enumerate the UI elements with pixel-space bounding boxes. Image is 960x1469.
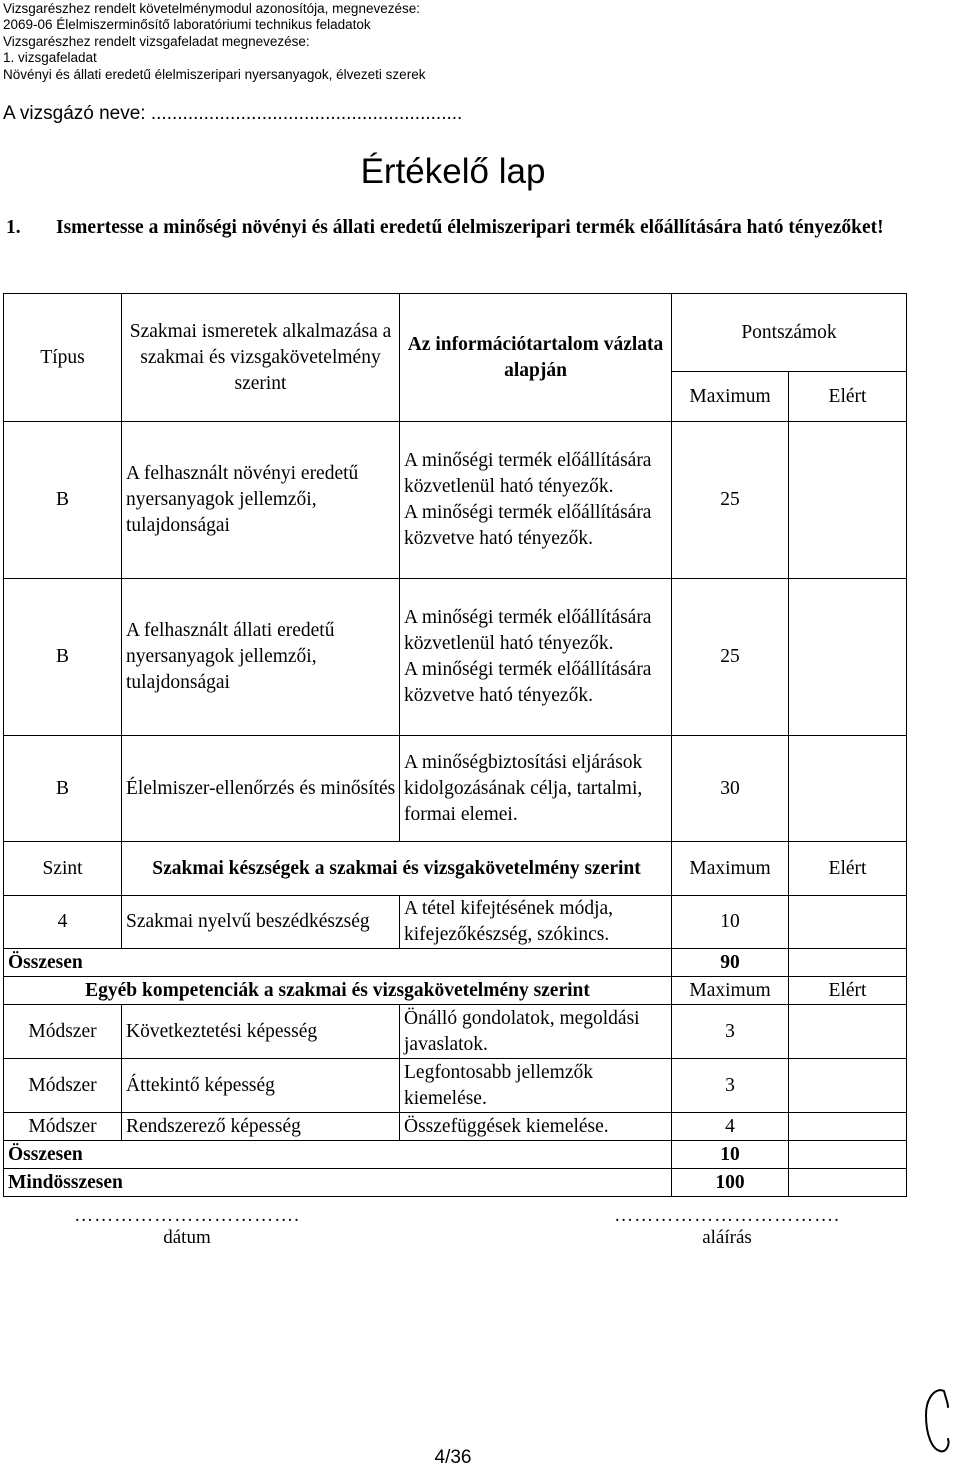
- row-outline: [400, 579, 672, 736]
- table-row: [4, 579, 907, 736]
- col-header-points: Pontszámok: [672, 294, 907, 372]
- table-row: [4, 1113, 907, 1141]
- row-max: 4: [672, 1113, 789, 1141]
- document-header: [3, 1, 425, 83]
- col-header-achieved: Elért: [789, 842, 907, 896]
- header-line: Növényi és állati eredetű élelmiszeripari nyersanyagok, élvezeti szerek: [3, 66, 426, 82]
- col-header-max: Maximum: [672, 842, 789, 896]
- row-max: 10: [672, 896, 789, 949]
- row-achieved[interactable]: [789, 422, 907, 579]
- row-achieved[interactable]: [789, 1113, 907, 1141]
- question-number: 1.: [6, 217, 21, 238]
- row-level: 4: [4, 896, 122, 949]
- row-outline: [400, 422, 672, 579]
- row-type: B: [4, 422, 122, 579]
- row-topic: Rendszerező képesség: [122, 1113, 400, 1141]
- row-achieved[interactable]: [789, 579, 907, 736]
- page-number: 4/36: [434, 1447, 472, 1468]
- grand-total-label: Mindösszesen: [4, 1169, 672, 1197]
- page-title: [0, 152, 906, 192]
- row-achieved[interactable]: [789, 896, 907, 949]
- col-header-achieved: Elért: [789, 372, 907, 422]
- subtotal-achieved[interactable]: [789, 1141, 907, 1169]
- row-achieved[interactable]: [789, 1005, 907, 1059]
- header-line: 2069-06 Élelmiszerminősítő laboratóriumi technikus feladatok: [3, 17, 371, 33]
- row-max: 3: [672, 1059, 789, 1113]
- table-row: [4, 1005, 907, 1059]
- grand-total-achieved[interactable]: [789, 1169, 907, 1197]
- row-topic: A felhasznált állati eredetű nyersanyagok jellemzői, tulajdonságai: [122, 579, 400, 736]
- header-line: Vizsgarészhez rendelt követelménymodul azonosítója, megnevezése:: [3, 1, 420, 16]
- row-achieved[interactable]: [789, 736, 907, 842]
- date-label: dátum: [163, 1227, 211, 1248]
- table-row: [4, 736, 907, 842]
- signature-block: [592, 1205, 862, 1249]
- examinee-name-field: A vizsgázó neve: ...........................................................: [3, 103, 463, 124]
- row-outline: A tétel kifejtésének módja, kifejezőkészség, szókincs.: [400, 896, 672, 949]
- subtotal-value: 10: [672, 1141, 789, 1169]
- subtotal-row: [4, 1141, 907, 1169]
- skills-heading: Szakmai készségek a szakmai és vizsgakövetelmény szerint: [122, 842, 672, 896]
- row-outline: Legfontosabb jellemzők kiemelése.: [400, 1059, 672, 1113]
- row-achieved[interactable]: [789, 1059, 907, 1113]
- signature-line: …………………………….: [614, 1205, 840, 1226]
- row-max: 30: [672, 736, 789, 842]
- row-max: 25: [672, 579, 789, 736]
- row-outline: Összefüggések kiemelése.: [400, 1113, 672, 1141]
- evaluation-table: [3, 293, 907, 1197]
- header-line: Vizsgarészhez rendelt vizsgafeladat megnevezése:: [3, 33, 310, 49]
- row-outline: Önálló gondolatok, megoldási javaslatok.: [400, 1005, 672, 1059]
- other-heading: Egyéb kompetenciák a szakmai és vizsgakövetelmény szerint: [4, 977, 672, 1005]
- subtotal-value: 90: [672, 949, 789, 977]
- skills-header-row: [4, 842, 907, 896]
- grand-total-value: 100: [672, 1169, 789, 1197]
- row-topic: A felhasznált növényi eredetű nyersanyagok jellemzői, tulajdonságai: [122, 422, 400, 579]
- outline-item: A minőségi termék előállítására közvetlenül ható tényezők.: [404, 450, 652, 497]
- row-type: Módszer: [4, 1005, 122, 1059]
- table-header-row: [4, 294, 907, 372]
- outline-item: A minőségi termék előállítására közvetlenül ható tényezők.: [404, 607, 652, 654]
- row-outline: A minőségbiztosítási eljárások kidolgozásának célja, tartalmi, formai elemei.: [400, 736, 672, 842]
- handwritten-initial-mark: [918, 1385, 954, 1457]
- row-topic: Élelmiszer-ellenőrzés és minősítés: [122, 736, 400, 842]
- row-type: B: [4, 579, 122, 736]
- question: [6, 214, 906, 241]
- outline-item: A minőségi termék előállítására közvetve ható tényezők.: [404, 659, 652, 706]
- subtotal-label: Összesen: [4, 1141, 672, 1169]
- col-header-level: Szint: [4, 842, 122, 896]
- col-header-max: Maximum: [672, 372, 789, 422]
- row-max: 25: [672, 422, 789, 579]
- row-type: Módszer: [4, 1113, 122, 1141]
- header-line: 1. vizsgafeladat: [3, 50, 97, 66]
- subtotal-label: Összesen: [4, 949, 672, 977]
- page-title-text: Értékelő lap: [360, 152, 546, 191]
- col-header-type: Típus: [4, 294, 122, 422]
- date-signature-block: [52, 1205, 322, 1249]
- col-header-knowledge: Szakmai ismeretek alkalmazása a szakmai és vizsgakövetelmény szerint: [122, 294, 400, 422]
- date-line: …………………………….: [74, 1205, 300, 1226]
- table-row: [4, 896, 907, 949]
- grand-total-row: [4, 1169, 907, 1197]
- col-header-achieved: Elért: [789, 977, 907, 1005]
- outline-item: A minőségi termék előállítására közvetve ható tényezők.: [404, 502, 652, 549]
- subtotal-achieved[interactable]: [789, 949, 907, 977]
- table-row: [4, 1059, 907, 1113]
- row-type: B: [4, 736, 122, 842]
- col-header-outline: Az információtartalom vázlata alapján: [400, 294, 672, 422]
- row-topic: Szakmai nyelvű beszédkészség: [122, 896, 400, 949]
- row-topic: Következtetési képesség: [122, 1005, 400, 1059]
- table-row: [4, 422, 907, 579]
- other-header-row: [4, 977, 907, 1005]
- subtotal-row: [4, 949, 907, 977]
- signature-label: aláírás: [702, 1227, 752, 1248]
- col-header-max: Maximum: [672, 977, 789, 1005]
- question-text: Ismertesse a minőségi növényi és állati eredetű élelmiszeripari termék előállítására ható tényezőket!: [56, 217, 884, 238]
- row-topic: Áttekintő képesség: [122, 1059, 400, 1113]
- row-max: 3: [672, 1005, 789, 1059]
- row-type: Módszer: [4, 1059, 122, 1113]
